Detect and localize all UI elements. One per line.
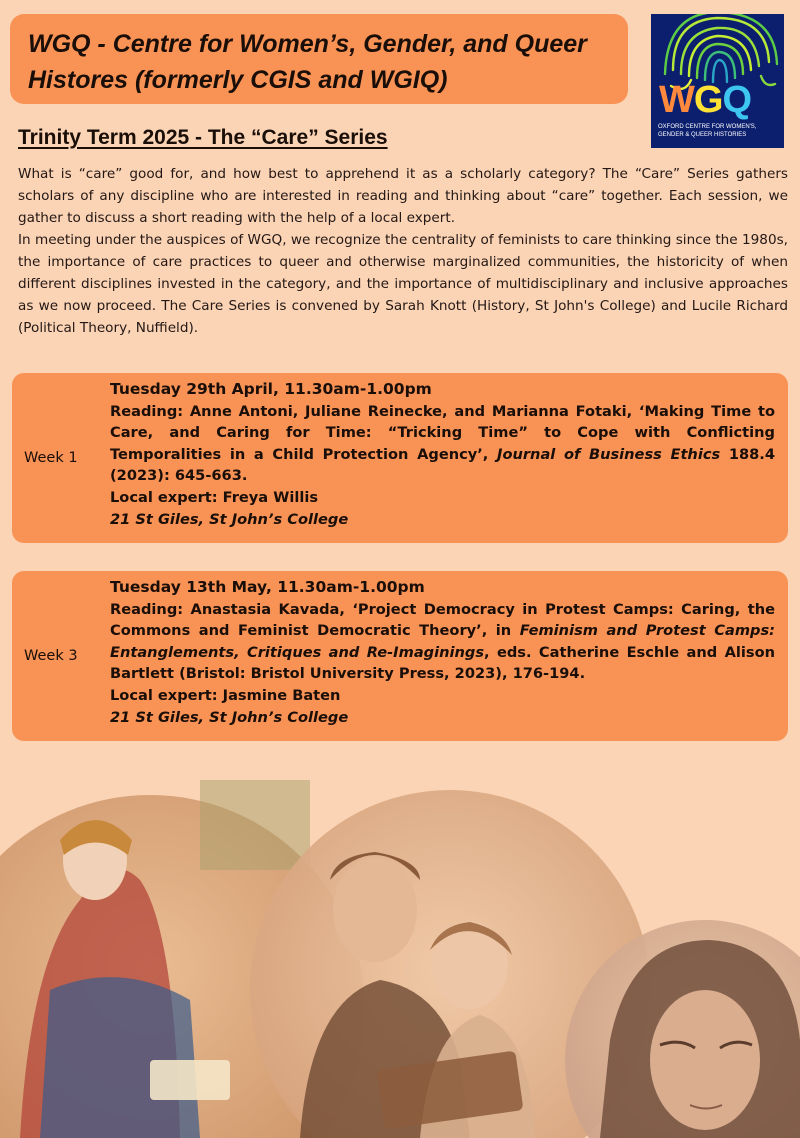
reading-citation: Reading: Anastasia Kavada, ‘Project Democracy in Protest Camps: Caring, the Commons and Feminist Democratic Theory’, in — [110, 600, 775, 640]
reading-citation: Reading: Anne Antoni, Juliane Reinecke, and Marianna Fotaki, ‘Making Time to Care, and Caring for Time: “Tricking Time” to Cope with Conflicting Temporalities in a Child Protection Agency’, — [110, 402, 775, 463]
week-label: Week 1 — [24, 450, 78, 466]
local-expert: Local expert: Freya Willis — [110, 488, 319, 506]
logo-subtitle: OXFORD CENTRE FOR WOMEN'S, GENDER & QUEER HISTORIES — [658, 124, 757, 138]
session-reading — [110, 401, 775, 487]
reading-book-title: Feminism and Protest Camps: Entanglements, Critiques and Re-Imaginings — [110, 622, 775, 661]
page-title: WGQ - Centre for Women’s, Gender, and Queer Histores (formerly CGIS and WGIQ) — [28, 30, 587, 94]
term-heading: Trinity Term 2025 - The “Care” Series — [18, 126, 388, 149]
decorative-image-collage — [0, 760, 800, 1138]
session-venue: 21 St Giles, St John’s College — [110, 708, 349, 726]
logo-wordmark — [659, 80, 751, 120]
session-date: Tuesday 29th April, 11.30am-1.00pm — [110, 380, 432, 398]
wgq-logo — [651, 14, 784, 148]
session-card-week-3 — [12, 571, 788, 741]
intro-text — [18, 163, 788, 339]
title-banner — [10, 14, 628, 104]
logo-letter-w: W — [659, 79, 694, 121]
session-date: Tuesday 13th May, 11.30am-1.00pm — [110, 578, 425, 596]
reading-journal: Journal of Business Ethics — [497, 445, 721, 463]
logo-letter-g: G — [693, 79, 723, 121]
intro-paragraph-1: What is “care” good for, and how best to apprehend it as a scholarly category? The “Care” Series gathers scholars of any discipline who are interested in reading and thinking about “care” together. Each session, we gather to discuss a short reading with the help of a local expert. — [18, 166, 788, 226]
reading-publication: , eds. Catherine Eschle and Alison Bartlett (Bristol: Bristol University Press, 2023), 176-194. — [110, 643, 776, 683]
logo-letter-q: Q — [722, 79, 751, 121]
local-expert: Local expert: Jasmine Baten — [110, 686, 341, 704]
session-details — [110, 577, 775, 728]
session-venue: 21 St Giles, St John’s College — [110, 510, 349, 528]
intro-paragraph-2: In meeting under the auspices of WGQ, we recognize the centrality of feminists to care thinking since the 1980s, the importance of care practices to queer and otherwise marginalized communities, the historicity of when different disciplines invested in the category, and the importance of multidisciplinary and inclusive approaches as we now proceed. The Care Series is convened by Sarah Knott (History, St John's College) and Lucile Richard (Political Theory, Nuffield). — [18, 232, 788, 336]
session-card-week-1 — [12, 373, 788, 543]
week-label: Week 3 — [24, 648, 78, 664]
session-reading — [110, 599, 775, 685]
reading-pages: 188.4 (2023): 645-663. — [110, 445, 775, 485]
session-details — [110, 379, 775, 530]
